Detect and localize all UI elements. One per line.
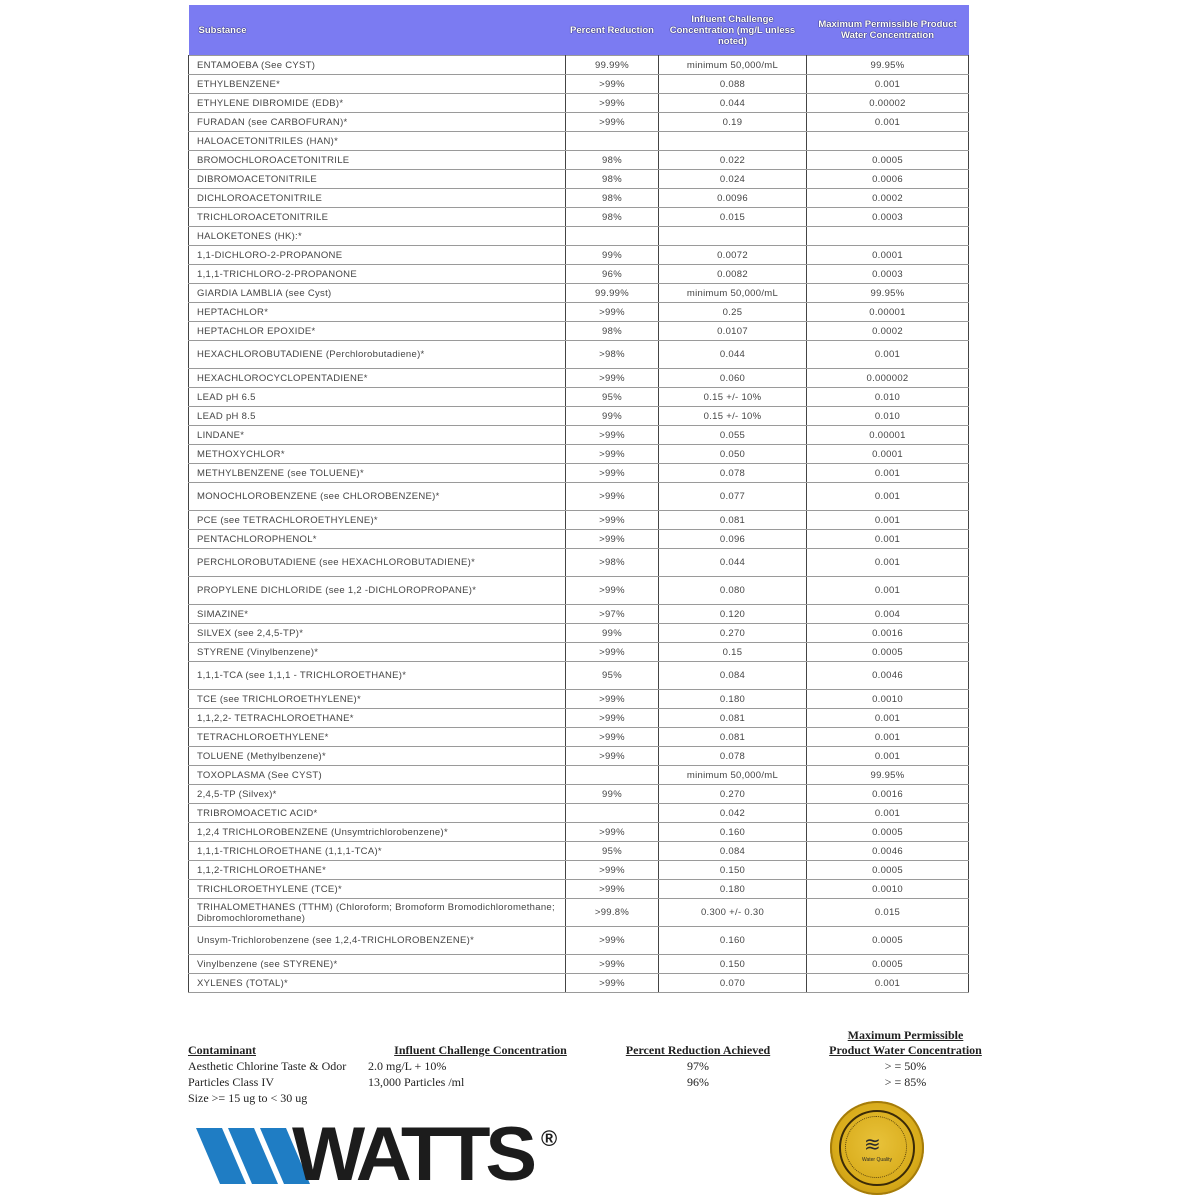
cell-max-permissible: 0.00002 bbox=[807, 94, 969, 113]
cell-substance: 1,1,2,2- TETRACHLOROETHANE* bbox=[189, 709, 566, 728]
cell-max-permissible: 0.010 bbox=[807, 407, 969, 426]
cell-percent-reduction: >99% bbox=[566, 643, 659, 662]
cell-percent-reduction: >99% bbox=[566, 747, 659, 766]
table-row bbox=[189, 643, 969, 662]
cell-percent-reduction: >99% bbox=[566, 483, 659, 511]
table-row bbox=[189, 483, 969, 511]
cell-max-permissible: 0.0002 bbox=[807, 189, 969, 208]
cell-max-permissible: 0.0005 bbox=[807, 643, 969, 662]
table-row bbox=[189, 927, 969, 955]
cell-max-permissible: 0.001 bbox=[807, 804, 969, 823]
cell-max-permissible: 0.0016 bbox=[807, 624, 969, 643]
table-row bbox=[189, 577, 969, 605]
cell-percent-reduction: >99% bbox=[566, 690, 659, 709]
cell-substance: HEXACHLOROBUTADIENE (Perchlorobutadiene)* bbox=[189, 341, 566, 369]
cell-substance: 1,1,1-TRICHLORO-2-PROPANONE bbox=[189, 265, 566, 284]
table-row bbox=[189, 804, 969, 823]
aesthetic-header-row bbox=[188, 1028, 1008, 1058]
cell-influent-concentration: 0.044 bbox=[659, 94, 807, 113]
cell-max-permissible: 0.0002 bbox=[807, 322, 969, 341]
cell-influent-concentration: minimum 50,000/mL bbox=[659, 56, 807, 75]
cell-influent-concentration: 0.270 bbox=[659, 624, 807, 643]
cell-percent-reduction bbox=[566, 227, 659, 246]
table-row bbox=[189, 766, 969, 785]
table-row bbox=[189, 303, 969, 322]
cell-influent-concentration: 0.19 bbox=[659, 113, 807, 132]
cell-substance: Vinylbenzene (see STYRENE)* bbox=[189, 955, 566, 974]
table-row bbox=[189, 785, 969, 804]
cell-influent-concentration: 0.120 bbox=[659, 605, 807, 624]
cell-max-permissible: 0.0003 bbox=[807, 265, 969, 284]
cell-max-permissible: 0.0005 bbox=[807, 861, 969, 880]
cell-substance: GIARDIA LAMBLIA (see Cyst) bbox=[189, 284, 566, 303]
cell-substance: LEAD pH 6.5 bbox=[189, 388, 566, 407]
header-max-line1: Maximum Permissible bbox=[847, 1028, 964, 1042]
cell-max-product bbox=[803, 1090, 1008, 1106]
cell-percent-reduction: >99% bbox=[566, 530, 659, 549]
cell-influent-concentration: 0.070 bbox=[659, 974, 807, 993]
cell-percent-reduction: 98% bbox=[566, 151, 659, 170]
cell-substance: DIBROMOACETONITRILE bbox=[189, 170, 566, 189]
cell-substance: SILVEX (see 2,4,5-TP)* bbox=[189, 624, 566, 643]
cell-percent-reduction: >99.8% bbox=[566, 899, 659, 927]
table-row bbox=[189, 284, 969, 303]
cell-max-permissible: 0.001 bbox=[807, 511, 969, 530]
cell-substance: PROPYLENE DICHLORIDE (see 1,2 -DICHLOROPROPANE)* bbox=[189, 577, 566, 605]
cell-substance: FURADAN (see CARBOFURAN)* bbox=[189, 113, 566, 132]
cell-percent-reduction: >99% bbox=[566, 511, 659, 530]
cell-substance: LEAD pH 8.5 bbox=[189, 407, 566, 426]
table-row bbox=[189, 624, 969, 643]
cell-max-permissible: 0.001 bbox=[807, 75, 969, 94]
cell-percent-reduction: >98% bbox=[566, 549, 659, 577]
table-row bbox=[189, 662, 969, 690]
cell-reduction-achieved: 96% bbox=[687, 1075, 709, 1089]
table-row bbox=[189, 899, 969, 927]
cell-substance: ENTAMOEBA (See CYST) bbox=[189, 56, 566, 75]
cell-percent-reduction: >99% bbox=[566, 955, 659, 974]
cell-influent-concentration: 0.160 bbox=[659, 823, 807, 842]
cell-substance: HEXACHLOROCYCLOPENTADIENE* bbox=[189, 369, 566, 388]
table-row bbox=[189, 170, 969, 189]
cell-influent-concentration: 0.0096 bbox=[659, 189, 807, 208]
cell-influent-concentration: 0.055 bbox=[659, 426, 807, 445]
cell-max-permissible: 0.001 bbox=[807, 341, 969, 369]
cell-max-permissible: 0.001 bbox=[807, 483, 969, 511]
cell-substance: TRIHALOMETHANES (TTHM) (Chloroform; Bromoform Bromodichloromethane; Dibromochloromethane) bbox=[189, 899, 566, 927]
cell-substance: LINDANE* bbox=[189, 426, 566, 445]
cell-influent-concentration bbox=[659, 132, 807, 151]
cell-influent-concentration: 0.150 bbox=[659, 861, 807, 880]
cell-max-permissible bbox=[807, 132, 969, 151]
cell-percent-reduction bbox=[566, 766, 659, 785]
cell-percent-reduction: 98% bbox=[566, 170, 659, 189]
header-influent-challenge: Influent Challenge Concentration bbox=[394, 1043, 567, 1057]
cell-reduction-achieved: 97% bbox=[687, 1059, 709, 1073]
cell-percent-reduction: 99% bbox=[566, 246, 659, 265]
cell-influent-concentration: 0.042 bbox=[659, 804, 807, 823]
cell-contaminant: Particles Class IV bbox=[188, 1075, 274, 1089]
cell-max-permissible: 0.001 bbox=[807, 113, 969, 132]
cell-substance: METHOXYCHLOR* bbox=[189, 445, 566, 464]
cell-influent-concentration: 0.060 bbox=[659, 369, 807, 388]
cell-max-permissible: 0.0006 bbox=[807, 170, 969, 189]
cell-percent-reduction: >99% bbox=[566, 369, 659, 388]
cell-max-permissible: 99.95% bbox=[807, 56, 969, 75]
table-row bbox=[189, 690, 969, 709]
cell-influent-concentration: 0.015 bbox=[659, 208, 807, 227]
performance-data-table bbox=[188, 5, 969, 993]
cell-percent-reduction: 99.99% bbox=[566, 56, 659, 75]
table-row bbox=[189, 709, 969, 728]
water-wave-icon: ≋ bbox=[864, 1134, 881, 1156]
cell-max-permissible: 0.001 bbox=[807, 747, 969, 766]
table-row bbox=[189, 388, 969, 407]
cell-percent-reduction: >99% bbox=[566, 927, 659, 955]
cell-influent-challenge: 2.0 mg/L + 10% bbox=[368, 1059, 447, 1073]
table-row bbox=[189, 728, 969, 747]
table-row bbox=[189, 208, 969, 227]
cell-influent-concentration: 0.050 bbox=[659, 445, 807, 464]
cell-contaminant: Aesthetic Chlorine Taste & Odor bbox=[188, 1059, 347, 1073]
cell-max-permissible: 0.0010 bbox=[807, 880, 969, 899]
cell-percent-reduction: >98% bbox=[566, 341, 659, 369]
cell-substance: TRICHLOROACETONITRILE bbox=[189, 208, 566, 227]
cell-max-permissible: 0.0001 bbox=[807, 246, 969, 265]
header-max-line2: Product Water Concentration bbox=[829, 1043, 982, 1057]
cell-influent-concentration: 0.077 bbox=[659, 483, 807, 511]
table-row bbox=[189, 189, 969, 208]
cell-percent-reduction: >99% bbox=[566, 709, 659, 728]
cell-percent-reduction: >99% bbox=[566, 464, 659, 483]
cell-percent-reduction: >99% bbox=[566, 861, 659, 880]
cell-substance: HALOKETONES (HK):* bbox=[189, 227, 566, 246]
cell-percent-reduction: 98% bbox=[566, 322, 659, 341]
cell-substance: PCE (see TETRACHLOROETHYLENE)* bbox=[189, 511, 566, 530]
header-contaminant: Contaminant bbox=[188, 1043, 257, 1057]
cell-max-permissible: 0.0046 bbox=[807, 662, 969, 690]
table-row bbox=[189, 464, 969, 483]
header-percent-reduction-achieved: Percent Reduction Achieved bbox=[625, 1043, 771, 1057]
cell-influent-concentration: 0.300 +/- 0.30 bbox=[659, 899, 807, 927]
cell-influent-concentration: 0.180 bbox=[659, 880, 807, 899]
cell-percent-reduction: >97% bbox=[566, 605, 659, 624]
cell-percent-reduction: >99% bbox=[566, 823, 659, 842]
table-row bbox=[189, 56, 969, 75]
cell-max-permissible bbox=[807, 227, 969, 246]
header-max-permissible-product bbox=[803, 1028, 1008, 1058]
table-row bbox=[189, 861, 969, 880]
cell-percent-reduction: >99% bbox=[566, 94, 659, 113]
table-row bbox=[189, 445, 969, 464]
cell-influent-concentration: 0.15 bbox=[659, 643, 807, 662]
cell-percent-reduction: >99% bbox=[566, 577, 659, 605]
table-row bbox=[189, 132, 969, 151]
watts-logo bbox=[196, 1112, 576, 1197]
cell-substance: 1,1,1-TRICHLOROETHANE (1,1,1-TCA)* bbox=[189, 842, 566, 861]
cell-influent-concentration: 0.078 bbox=[659, 464, 807, 483]
cell-max-permissible: 0.0005 bbox=[807, 955, 969, 974]
cell-substance: TETRACHLOROETHYLENE* bbox=[189, 728, 566, 747]
cell-substance: 1,2,4 TRICHLOROBENZENE (Unsymtrichlorobenzene)* bbox=[189, 823, 566, 842]
cell-max-permissible: 0.001 bbox=[807, 709, 969, 728]
table-row bbox=[189, 842, 969, 861]
table-row bbox=[189, 75, 969, 94]
cell-max-permissible: 99.95% bbox=[807, 284, 969, 303]
cell-influent-concentration: 0.084 bbox=[659, 662, 807, 690]
table-row bbox=[189, 426, 969, 445]
cell-percent-reduction: >99% bbox=[566, 880, 659, 899]
cell-max-permissible: 0.001 bbox=[807, 464, 969, 483]
table-row bbox=[189, 549, 969, 577]
table-row bbox=[189, 227, 969, 246]
cell-substance: PENTACHLOROPHENOL* bbox=[189, 530, 566, 549]
cell-influent-concentration: 0.0072 bbox=[659, 246, 807, 265]
cell-influent-challenge: 13,000 Particles /ml bbox=[368, 1075, 465, 1089]
cell-influent-concentration: 0.15 +/- 10% bbox=[659, 388, 807, 407]
header-substance: Substance bbox=[189, 5, 566, 56]
cell-influent-concentration: 0.25 bbox=[659, 303, 807, 322]
cell-percent-reduction: 95% bbox=[566, 662, 659, 690]
cell-percent-reduction: >99% bbox=[566, 974, 659, 993]
cell-substance: TOLUENE (Methylbenzene)* bbox=[189, 747, 566, 766]
table-row bbox=[189, 605, 969, 624]
cell-percent-reduction: 98% bbox=[566, 208, 659, 227]
table-row bbox=[189, 407, 969, 426]
cell-max-permissible: 0.015 bbox=[807, 899, 969, 927]
table-row bbox=[189, 113, 969, 132]
cell-max-permissible: 0.00001 bbox=[807, 426, 969, 445]
cell-substance: 1,1,2-TRICHLOROETHANE* bbox=[189, 861, 566, 880]
cell-influent-concentration: 0.0082 bbox=[659, 265, 807, 284]
cell-substance: HEPTACHLOR EPOXIDE* bbox=[189, 322, 566, 341]
cell-influent-concentration bbox=[659, 227, 807, 246]
cell-reduction-achieved bbox=[593, 1090, 803, 1106]
cell-percent-reduction: >99% bbox=[566, 303, 659, 322]
table-row bbox=[189, 265, 969, 284]
cell-substance: SIMAZINE* bbox=[189, 605, 566, 624]
cell-substance: HEPTACHLOR* bbox=[189, 303, 566, 322]
cell-influent-concentration: 0.084 bbox=[659, 842, 807, 861]
seal-text: Water Quality bbox=[861, 1157, 893, 1163]
cell-influent-concentration: minimum 50,000/mL bbox=[659, 766, 807, 785]
cell-influent-concentration: 0.096 bbox=[659, 530, 807, 549]
cell-max-permissible: 0.0005 bbox=[807, 823, 969, 842]
cell-percent-reduction: 99% bbox=[566, 624, 659, 643]
cell-substance: STYRENE (Vinylbenzene)* bbox=[189, 643, 566, 662]
table-row bbox=[189, 511, 969, 530]
cell-max-permissible: 0.0046 bbox=[807, 842, 969, 861]
cell-percent-reduction bbox=[566, 132, 659, 151]
cell-substance: Unsym-Trichlorobenzene (see 1,2,4-TRICHLOROBENZENE)* bbox=[189, 927, 566, 955]
cell-max-permissible: 0.0016 bbox=[807, 785, 969, 804]
table-row bbox=[189, 369, 969, 388]
aesthetic-row bbox=[188, 1074, 1008, 1090]
cell-substance: TRIBROMOACETIC ACID* bbox=[189, 804, 566, 823]
cell-influent-concentration: 0.078 bbox=[659, 747, 807, 766]
cell-influent-concentration: 0.0107 bbox=[659, 322, 807, 341]
cell-max-permissible: 0.0010 bbox=[807, 690, 969, 709]
cell-substance: TRICHLOROETHYLENE (TCE)* bbox=[189, 880, 566, 899]
cell-influent-concentration: 0.160 bbox=[659, 927, 807, 955]
aesthetic-table-body bbox=[188, 1058, 1008, 1106]
cell-percent-reduction: 95% bbox=[566, 842, 659, 861]
cell-max-permissible: 0.0003 bbox=[807, 208, 969, 227]
cell-percent-reduction: 99% bbox=[566, 785, 659, 804]
cell-max-permissible: 99.95% bbox=[807, 766, 969, 785]
cell-influent-concentration: 0.024 bbox=[659, 170, 807, 189]
cell-substance: XYLENES (TOTAL)* bbox=[189, 974, 566, 993]
table-row bbox=[189, 955, 969, 974]
cell-substance: METHYLBENZENE (see TOLUENE)* bbox=[189, 464, 566, 483]
cell-max-permissible: 0.001 bbox=[807, 728, 969, 747]
cell-substance: HALOACETONITRILES (HAN)* bbox=[189, 132, 566, 151]
cell-influent-concentration: 0.080 bbox=[659, 577, 807, 605]
cell-influent-concentration: 0.150 bbox=[659, 955, 807, 974]
cell-max-permissible: 0.001 bbox=[807, 577, 969, 605]
cell-max-permissible: 0.001 bbox=[807, 549, 969, 577]
cell-percent-reduction: >99% bbox=[566, 426, 659, 445]
table-row bbox=[189, 341, 969, 369]
cell-max-permissible: 0.000002 bbox=[807, 369, 969, 388]
cell-percent-reduction: 98% bbox=[566, 189, 659, 208]
cell-substance: TCE (see TRICHLOROETHYLENE)* bbox=[189, 690, 566, 709]
cell-substance: DICHLOROACETONITRILE bbox=[189, 189, 566, 208]
cell-percent-reduction: 99% bbox=[566, 407, 659, 426]
aesthetic-performance-table bbox=[188, 1028, 1008, 1106]
cell-max-permissible: 0.010 bbox=[807, 388, 969, 407]
table-body bbox=[189, 56, 969, 993]
cell-percent-reduction: >99% bbox=[566, 75, 659, 94]
aesthetic-row bbox=[188, 1058, 1008, 1074]
cell-influent-concentration: 0.044 bbox=[659, 549, 807, 577]
cell-substance: BROMOCHLOROACETONITRILE bbox=[189, 151, 566, 170]
cell-percent-reduction: 96% bbox=[566, 265, 659, 284]
cell-influent-concentration: 0.044 bbox=[659, 341, 807, 369]
table-row bbox=[189, 246, 969, 265]
certification-seal bbox=[830, 1101, 924, 1195]
header-influent-concentration: Influent Challenge Concentration (mg/L unless noted) bbox=[659, 5, 807, 56]
table-row bbox=[189, 530, 969, 549]
cell-max-permissible: 0.001 bbox=[807, 530, 969, 549]
table-row bbox=[189, 747, 969, 766]
cell-percent-reduction bbox=[566, 804, 659, 823]
table-row bbox=[189, 823, 969, 842]
cell-max-permissible: 0.0005 bbox=[807, 151, 969, 170]
cell-influent-concentration: 0.022 bbox=[659, 151, 807, 170]
table-row bbox=[189, 322, 969, 341]
header-max-permissible: Maximum Permissible Product Water Concentration bbox=[807, 5, 969, 56]
cell-max-product: > = 50% bbox=[884, 1059, 927, 1073]
cell-substance: TOXOPLASMA (See CYST) bbox=[189, 766, 566, 785]
cell-substance: ETHYLBENZENE* bbox=[189, 75, 566, 94]
table-header-row bbox=[189, 5, 969, 56]
cell-percent-reduction: 99.99% bbox=[566, 284, 659, 303]
cell-influent-concentration: 0.270 bbox=[659, 785, 807, 804]
table-row bbox=[189, 880, 969, 899]
cell-influent-challenge bbox=[368, 1090, 593, 1106]
cell-max-permissible: 0.0005 bbox=[807, 927, 969, 955]
cell-substance: 2,4,5-TP (Silvex)* bbox=[189, 785, 566, 804]
cell-substance: ETHYLENE DIBROMIDE (EDB)* bbox=[189, 94, 566, 113]
cell-substance: 1,1,1-TCA (see 1,1,1 - TRICHLOROETHANE)* bbox=[189, 662, 566, 690]
cell-max-permissible: 0.0001 bbox=[807, 445, 969, 464]
cell-influent-concentration: 0.180 bbox=[659, 690, 807, 709]
cell-percent-reduction: >99% bbox=[566, 445, 659, 464]
cell-max-permissible: 0.00001 bbox=[807, 303, 969, 322]
table-row bbox=[189, 94, 969, 113]
table-row bbox=[189, 151, 969, 170]
cell-percent-reduction: >99% bbox=[566, 728, 659, 747]
cell-influent-concentration: minimum 50,000/mL bbox=[659, 284, 807, 303]
cell-influent-concentration: 0.15 +/- 10% bbox=[659, 407, 807, 426]
cell-influent-concentration: 0.088 bbox=[659, 75, 807, 94]
cell-max-product: > = 85% bbox=[884, 1075, 927, 1089]
cell-max-permissible: 0.001 bbox=[807, 974, 969, 993]
registered-mark: ® bbox=[541, 1126, 558, 1151]
cell-percent-reduction: >99% bbox=[566, 113, 659, 132]
cell-percent-reduction: 95% bbox=[566, 388, 659, 407]
header-percent-reduction: Percent Reduction bbox=[566, 5, 659, 56]
cell-contaminant: Size >= 15 ug to < 30 ug bbox=[188, 1091, 308, 1105]
watts-wordmark: WATTS bbox=[292, 1112, 533, 1197]
cell-influent-concentration: 0.081 bbox=[659, 511, 807, 530]
cell-substance: MONOCHLOROBENZENE (see CHLOROBENZENE)* bbox=[189, 483, 566, 511]
cell-influent-concentration: 0.081 bbox=[659, 709, 807, 728]
cell-max-permissible: 0.004 bbox=[807, 605, 969, 624]
cell-substance: PERCHLOROBUTADIENE (see HEXACHLOROBUTADIENE)* bbox=[189, 549, 566, 577]
cell-influent-concentration: 0.081 bbox=[659, 728, 807, 747]
cell-substance: 1,1-DICHLORO-2-PROPANONE bbox=[189, 246, 566, 265]
table-row bbox=[189, 974, 969, 993]
